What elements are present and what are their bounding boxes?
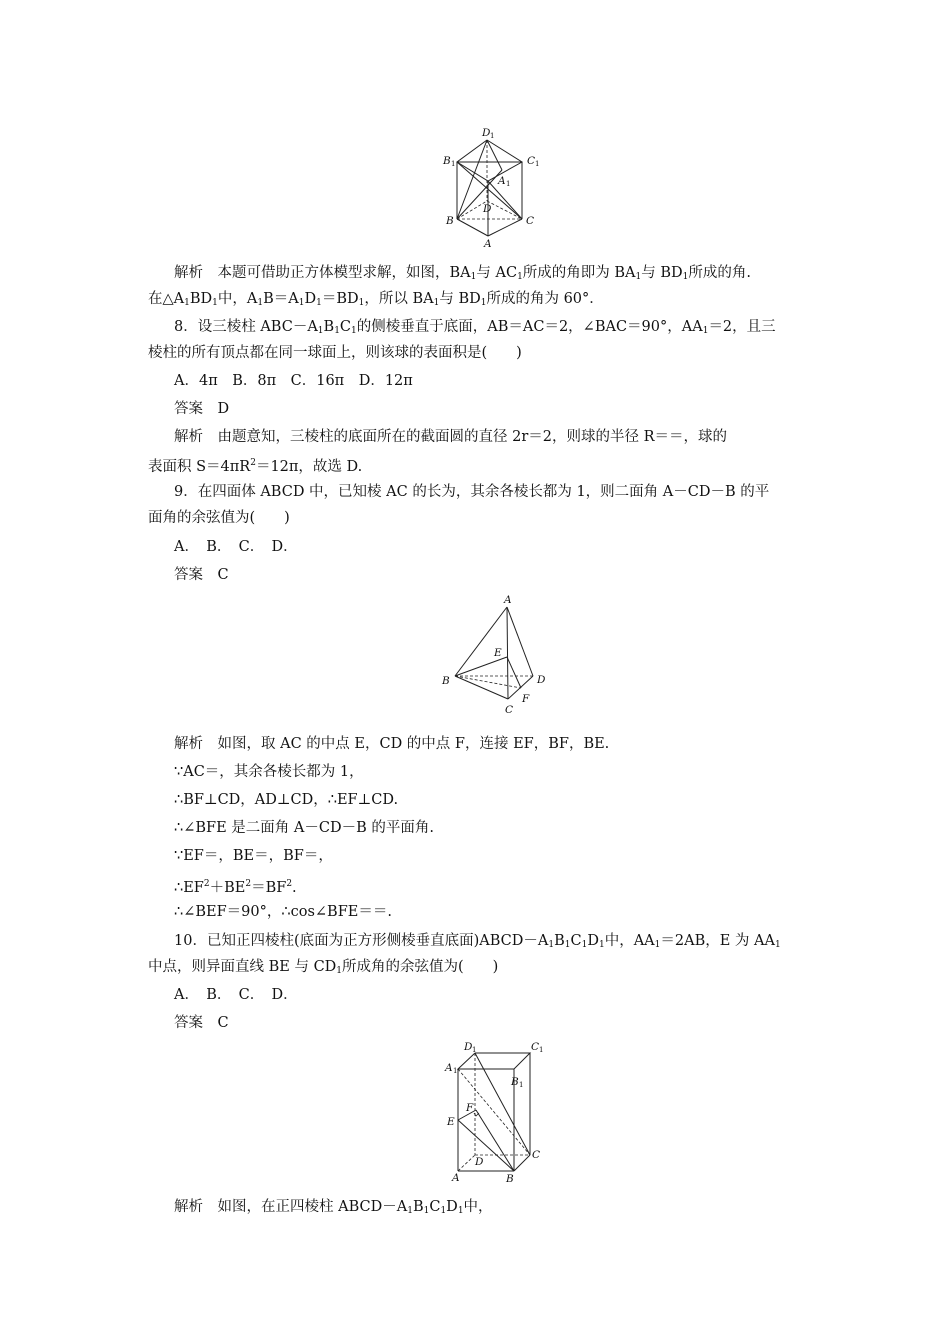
q9-analysis-line3: ∴BF⊥CD，AD⊥CD，∴EF⊥CD. xyxy=(174,792,399,808)
q10-question-line1: 10．已知正四棱柱(底面为正方形侧棱垂直底面)$ABCD-A_1B_1C_1D_1$中，$AA_1=2AB$，E 为 $AA_1$ xyxy=(174,933,781,950)
q8-analysis-line2: 表面积 $S=4\pi R^2=12\pi$，故选 D. xyxy=(148,458,363,475)
label-D: D xyxy=(475,1156,484,1168)
q8-options: A．4π B．8π C．16π D．12π xyxy=(174,373,413,389)
label-B1: B xyxy=(443,155,451,167)
label-F: F xyxy=(466,1102,474,1114)
q9-analysis-line4: ∴∠BFE 是二面角 A－CD－B 的平面角. xyxy=(174,820,434,836)
q9-analysis-line6: $\therefore EF^2+BE^2=BF^2$. xyxy=(174,879,297,896)
label-A1-sub: 1 xyxy=(453,1067,458,1075)
q10-options: A． B． C． D． xyxy=(174,987,298,1003)
label-D1: D xyxy=(482,127,491,139)
label-A: A xyxy=(452,1172,460,1184)
label-C1-sub: 1 xyxy=(539,1046,544,1054)
q9-analysis-line1: 解析 如图，取 AC 的中点 E，CD 的中点 F，连接 EF，BF，BE. xyxy=(174,736,610,752)
label-A: A xyxy=(504,594,512,606)
q10-question-line2: 中点，则异面直线 BE 与 $CD_1$所成角的余弦值为( ) xyxy=(148,959,499,976)
q8-answer: 答案 D xyxy=(174,401,230,417)
label-D: D xyxy=(537,674,546,686)
label-C: C xyxy=(505,704,514,716)
q9-answer: 答案 C xyxy=(174,567,229,583)
q9-options: A． B． C． D． xyxy=(174,539,298,555)
label-B: B xyxy=(506,1173,514,1185)
label-A1: A xyxy=(445,1062,453,1074)
q9-question-line1: 9．在四面体 ABCD 中，已知棱 AC 的长为，其余各棱长都为 1，则二面角 A－CD－B 的平 xyxy=(174,484,770,500)
label-B: B xyxy=(446,215,454,227)
label-B: B xyxy=(442,675,450,687)
q8-question-line2: 棱柱的所有顶点都在同一球面上，则该球的表面积是( ) xyxy=(148,345,522,361)
q9-analysis-line7: ∴∠BEF＝90°，∴cos∠BFE＝＝. xyxy=(174,904,392,920)
label-A: A xyxy=(484,238,492,250)
label-C: C xyxy=(532,1149,541,1161)
label-B1-sub: 1 xyxy=(451,160,456,168)
figure-cube xyxy=(440,124,550,249)
label-C1-sub: 1 xyxy=(535,160,540,168)
label-A1: A xyxy=(498,175,506,187)
q7-analysis-line1: 解析 本题可借助正方体模型求解，如图，$BA_1$与 $AC_1$所成的角即为 $BA_1$与 $BD_1$所成的角. xyxy=(174,265,752,282)
q7-analysis-line2: 在$\triangle A_1BD_1$中，$A_1B=A_1D_1=BD_1$，所以 $BA_1$与 $BD_1$所成的角为 60°． xyxy=(148,291,604,308)
label-C1: C xyxy=(531,1041,540,1053)
label-E: E xyxy=(447,1116,455,1128)
label-B1: B xyxy=(511,1076,519,1088)
q9-question-line2: 面角的余弦值为( ) xyxy=(148,510,290,526)
q8-question-line1: 8．设三棱柱 $ABC-A_1B_1C_1$的侧棱垂直于底面，AB＝AC＝2，∠BAC＝90°，$AA_1=2$，且三 xyxy=(174,319,776,336)
figure-tetrahedron xyxy=(436,592,556,722)
label-D1: D xyxy=(464,1041,473,1053)
q10-answer: 答案 C xyxy=(174,1015,229,1031)
label-D1-sub: 1 xyxy=(490,132,495,140)
label-B1-sub: 1 xyxy=(519,1081,524,1089)
label-C1: C xyxy=(527,155,536,167)
q10-analysis-line1: 解析 如图，在正四棱柱 $ABCD-A_1B_1C_1D_1$中， xyxy=(174,1199,493,1216)
figure-prism xyxy=(442,1040,552,1185)
q8-analysis-line1: 解析 由题意知，三棱柱的底面所在的截面圆的直径 2r＝2，则球的半径 R＝＝，球的 xyxy=(174,429,728,445)
q9-analysis-line5: ∵EF＝，BE＝，BF＝， xyxy=(174,848,333,864)
label-C: C xyxy=(526,215,535,227)
label-D1-sub: 1 xyxy=(472,1046,477,1054)
label-A1-sub: 1 xyxy=(506,180,511,188)
label-D: D xyxy=(483,203,492,215)
label-F: F xyxy=(522,693,530,705)
label-E: E xyxy=(494,647,502,659)
q9-analysis-line2: ∵AC＝，其余各棱长都为 1， xyxy=(174,764,364,780)
